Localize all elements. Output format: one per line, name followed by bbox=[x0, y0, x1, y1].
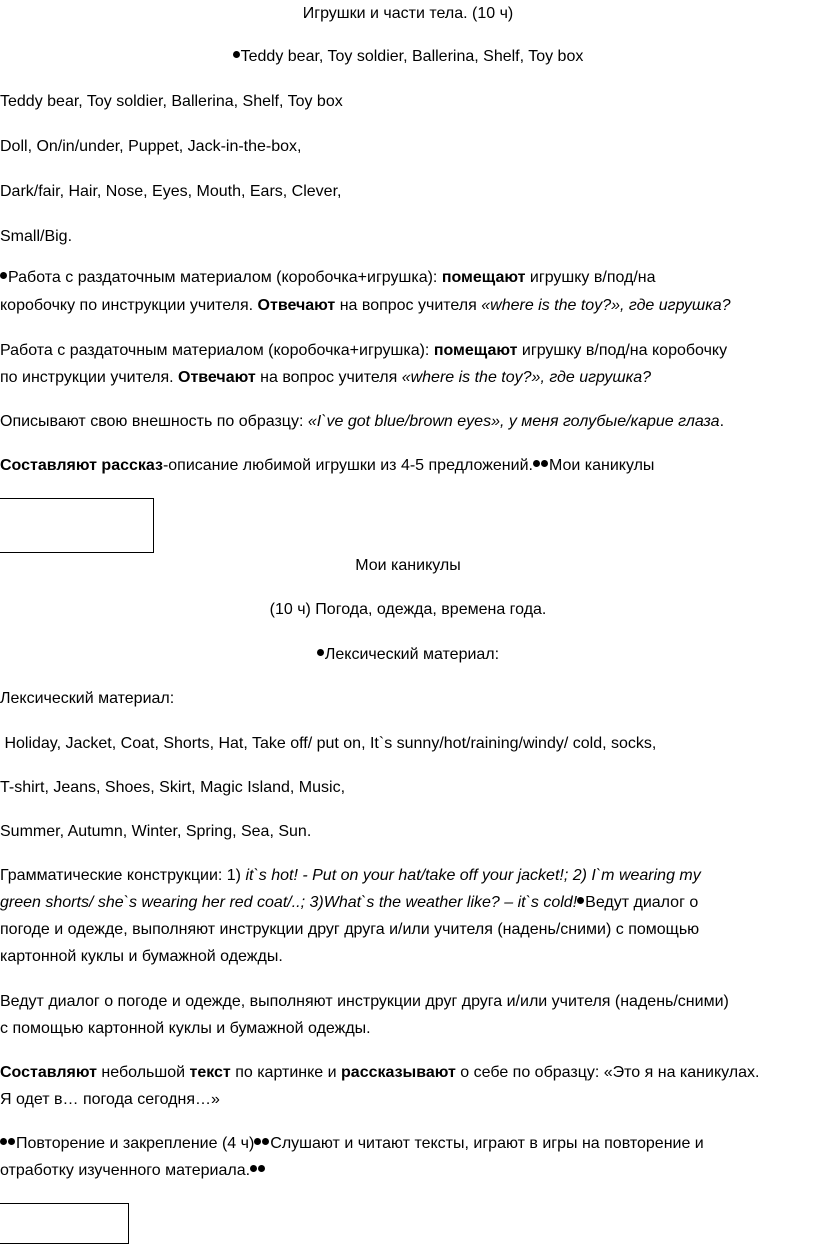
grammar-line-2: green shorts/ she`s wearing her red coat/..; 3)What`s the weather like? – it`s cold! Ведут диалог о bbox=[0, 894, 699, 911]
activity2-line-1: Работа с раздаточным материалом (коробочка+игрушка): помещают игрушку в/под/на коробочку bbox=[0, 342, 728, 359]
review-line-2: отработку изученного материала. bbox=[0, 1161, 266, 1181]
dialog-line-1: Ведут диалог о погоде и одежде, выполняют инструкции друг друга и/или учителя (надень/сними) bbox=[0, 993, 729, 1010]
bullet-icon bbox=[0, 272, 7, 279]
section1-vocab-line-4: Small/Big. bbox=[0, 228, 73, 245]
bullet-icon bbox=[258, 1165, 265, 1172]
section1-vocab-line-1: Teddy bear, Toy soldier, Ballerina, Shelf, Toy box bbox=[0, 93, 343, 110]
bullet-icon bbox=[250, 1165, 257, 1172]
empty-box bbox=[0, 1203, 129, 1244]
bullet-icon bbox=[8, 1138, 15, 1145]
section1-vocab-bullet: Teddy bear, Toy soldier, Ballerina, Shelf, Toy box bbox=[0, 47, 816, 67]
grammar-line-4: картонной куклы и бумажной одежды. bbox=[0, 948, 283, 965]
section1-title: Игрушки и части тела. (10 ч) bbox=[302, 5, 514, 22]
grammar-line-3: погоде и одежде, выполняют инструкции друг друга и/или учителя (надень/сними) с помощью bbox=[0, 921, 700, 938]
bullet-icon bbox=[541, 460, 548, 467]
bullet-icon bbox=[254, 1138, 261, 1145]
bullet-icon bbox=[577, 897, 584, 904]
section2-vocab-line-1: Holiday, Jacket, Coat, Shorts, Hat, Take off/ put on, It`s sunny/hot/raining/windy/ cold, socks, bbox=[0, 735, 657, 752]
text-task-line-1: Составляют небольшой текст по картинке и рассказывают о себе по образцу: «Это я на каникулах. bbox=[0, 1064, 760, 1081]
bullet-icon bbox=[233, 51, 240, 58]
bullet-icon bbox=[533, 460, 540, 467]
text-task-line-2: Я одет в… погода сегодня…» bbox=[0, 1091, 220, 1108]
activity1-line-2: коробочку по инструкции учителя. Отвечают на вопрос учителя «where is the toy?», где игрушка? bbox=[0, 297, 731, 314]
bullet-icon bbox=[0, 1138, 7, 1145]
section2-title: Мои каникулы bbox=[355, 557, 461, 574]
lexical-bullet: Лексический материал: bbox=[0, 645, 816, 665]
grammar-line-1: Грамматические конструкции: 1) it`s hot! - Put on your hat/take off your jacket!; 2) I`m wearing my bbox=[0, 867, 701, 884]
section1-vocab-line-3: Dark/fair, Hair, Nose, Eyes, Mouth, Ears, Clever, bbox=[0, 183, 342, 200]
activity1-line-1: Работа с раздаточным материалом (коробочка+игрушка): помещают игрушку в/под/на bbox=[0, 268, 656, 288]
review-line-1: Повторение и закрепление (4 ч) Слушают и читают тексты, играют в игры на повторение и bbox=[0, 1134, 704, 1154]
section1-vocab-line-2: Doll, On/in/under, Puppet, Jack-in-the-box, bbox=[0, 138, 302, 155]
activity2-line-2: по инструкции учителя. Отвечают на вопрос учителя «where is the toy?», где игрушка? bbox=[0, 369, 652, 386]
appearance-line: Описывают свою внешность по образцу: «I`ve got blue/brown eyes», у меня голубые/карие глаза. bbox=[0, 413, 725, 430]
bullet-icon bbox=[262, 1138, 269, 1145]
section2-vocab-line-2: T-shirt, Jeans, Shoes, Skirt, Magic Island, Music, bbox=[0, 779, 346, 796]
dialog-line-2: с помощью картонной куклы и бумажной одежды. bbox=[0, 1020, 371, 1037]
lexical-heading: Лексический материал: bbox=[0, 690, 175, 707]
bullet-icon bbox=[317, 649, 324, 656]
section2-subtitle: (10 ч) Погода, одежда, времена года. bbox=[269, 601, 547, 618]
story-line: Составляют рассказ-описание любимой игрушки из 4-5 предложений. Мои каникулы bbox=[0, 457, 655, 474]
empty-box bbox=[0, 498, 154, 553]
section2-vocab-line-3: Summer, Autumn, Winter, Spring, Sea, Sun. bbox=[0, 823, 312, 840]
